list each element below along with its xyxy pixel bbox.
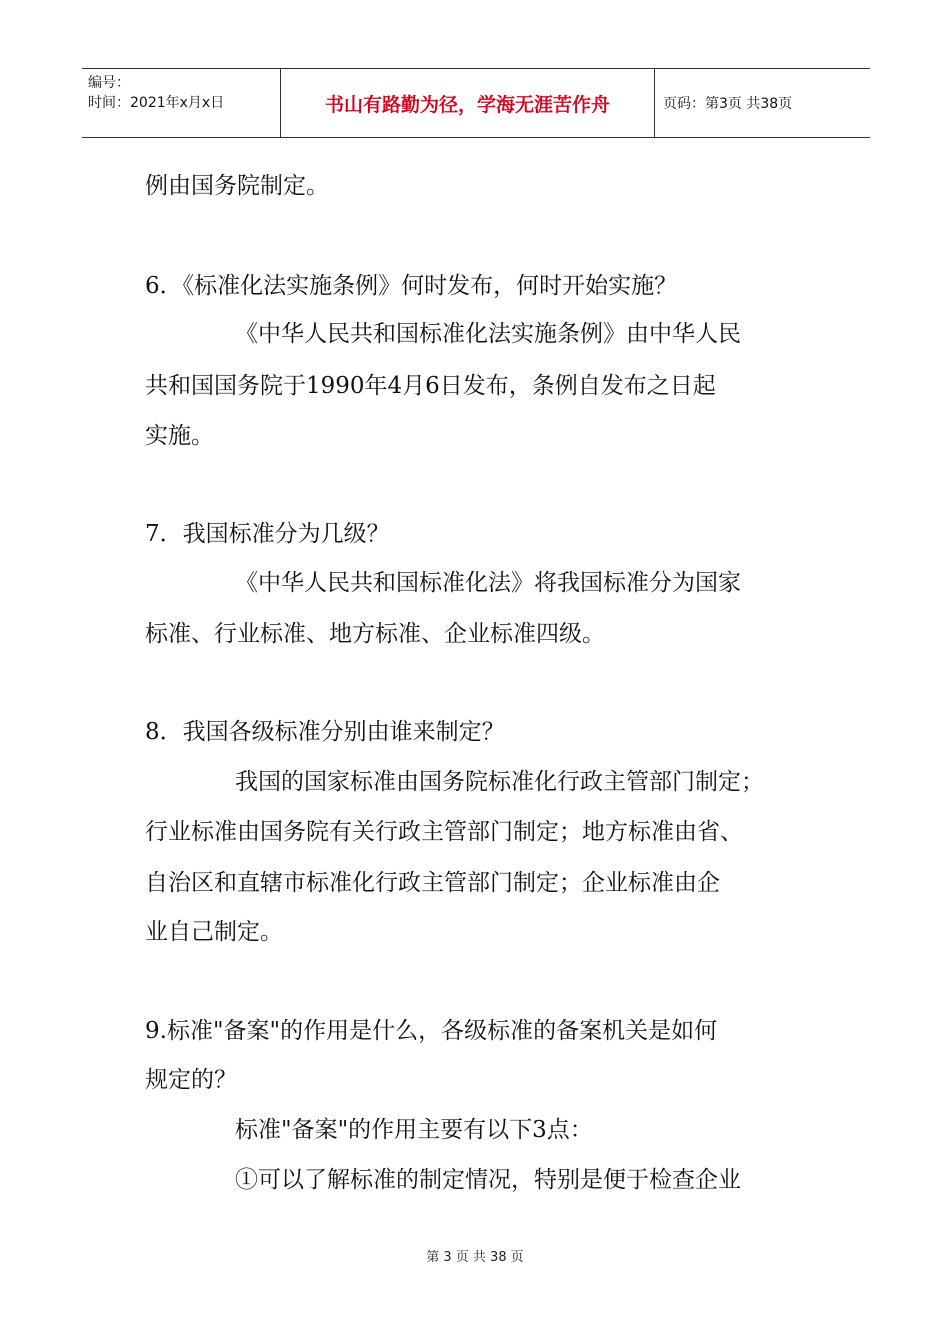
body-line: 规定的？ (145, 1067, 237, 1093)
question-heading: 7．我国标准分为几级？ (145, 521, 390, 547)
question-heading: 8．我国各级标准分别由谁来制定？ (145, 719, 505, 745)
header-page-info: 页码：第3页 共38页 (663, 96, 793, 112)
question-heading: 9.标准"备案"的作用是什么，各级标准的备案机关是如何 (145, 1018, 718, 1044)
doc-number-label: 编号： (88, 75, 130, 91)
body-line: 业自己制定。 (145, 919, 283, 945)
body-line: 《中华人民共和国标准化法》将我国标准分为国家 (235, 570, 741, 596)
body-line: 我国的国家标准由国务院标准化行政主管部门制定； (235, 769, 764, 795)
body-line: 《中华人民共和国标准化法实施条例》由中华人民 (235, 321, 741, 347)
doc-time-label: 时间：2021年x月x日 (88, 95, 225, 111)
page-header (82, 68, 870, 138)
body-line: 共和国国务院于1990年4月6日发布，条例自发布之日起 (145, 373, 716, 399)
page-footer: 第 3 页 共 38 页 (426, 1250, 524, 1265)
body-line: 标准"备案"的作用主要有以下3点： (235, 1117, 593, 1143)
body-line: 自治区和直辖市标准化行政主管部门制定；企业标准由企 (145, 870, 720, 896)
header-meta (82, 69, 281, 137)
body-line: 行业标准由国务院有关行政主管部门制定；地方标准由省、 (145, 819, 743, 845)
question-heading: 6．《标准化法实施条例》何时发布，何时开始实施？ (145, 273, 678, 299)
body-line: 实施。 (145, 423, 214, 449)
body-line: 标准、行业标准、地方标准、企业标准四级。 (145, 621, 605, 647)
header-motto: 书山有路勤为径，学海无涯苦作舟 (281, 69, 655, 137)
body-line: ①可以了解标准的制定情况，特别是便于检查企业 (235, 1167, 741, 1193)
body-line: 例由国务院制定。 (145, 173, 329, 199)
